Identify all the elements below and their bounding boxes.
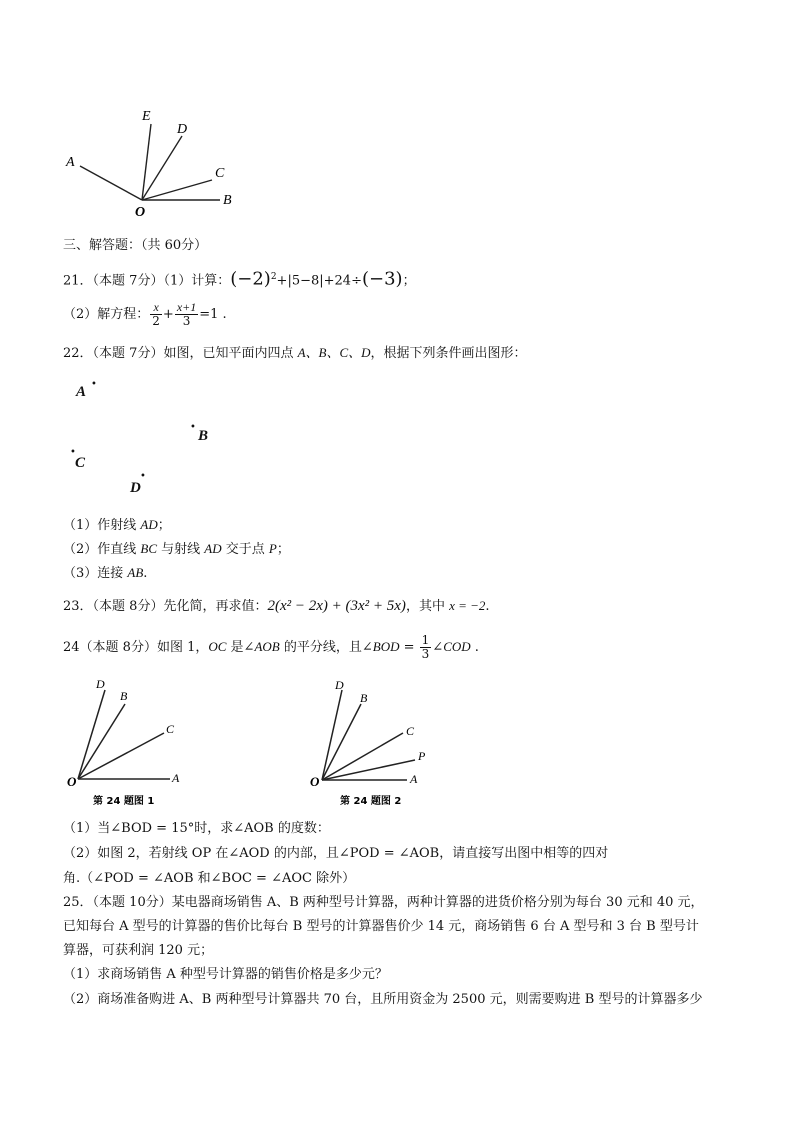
- q24-cod-angle: ∠: [432, 640, 444, 655]
- q21-part2: [63, 300, 227, 330]
- q24-head-a: 24（本题 8分）如图 1，: [63, 640, 209, 655]
- fig2-label-D: D: [335, 678, 344, 692]
- label-B: B: [223, 193, 232, 208]
- q22-s3a: （3）连接: [63, 566, 128, 581]
- q21-term1: (−2): [230, 268, 271, 290]
- point-A-label: A: [76, 384, 87, 400]
- q22-head-b: ，根据下列条件画出图形：: [370, 346, 527, 361]
- q22-head-a: 22．（本题 7分）如图，已知平面内四点: [63, 346, 298, 361]
- fig2-label-B: B: [360, 691, 368, 705]
- q25-line3: 算器，可获利润 120 元；: [63, 943, 214, 958]
- q22-s2b: BC: [140, 541, 158, 556]
- q24-oc: OC: [208, 639, 227, 654]
- q22-s1c: ；: [157, 518, 171, 533]
- q24-head-b: 是∠: [226, 640, 255, 655]
- fig1-ray-OD: [78, 690, 105, 779]
- q22-s2a: （2）作直线: [63, 542, 141, 557]
- label-O: O: [135, 205, 146, 220]
- q24-sub2-line2: 角.（∠POD = ∠AOB 和∠BOC = ∠AOC 除外）: [63, 871, 356, 886]
- fig2-caption: 第 24 题图 2: [340, 796, 402, 807]
- q22-head-pts: A、B、C、D: [297, 345, 371, 360]
- label-A: A: [66, 155, 75, 170]
- q24-eq: =: [399, 640, 419, 655]
- q22-s2e: 交于点: [221, 542, 269, 557]
- q21-frac1-den: 2: [152, 314, 160, 328]
- q22-s2g: ；: [276, 542, 290, 557]
- q23-tail-b: x = −2: [449, 598, 486, 613]
- q22-points-figure: [60, 370, 240, 500]
- q22-step3: [63, 564, 147, 583]
- q24-bod: BOD: [372, 639, 400, 654]
- q21-term2: (−3): [361, 268, 403, 290]
- fig1-ray-OB: [78, 704, 125, 779]
- label-E: E: [142, 109, 151, 124]
- q22-s2c: 与射线: [157, 542, 205, 557]
- point-D-dot: •: [140, 471, 146, 482]
- point-C-dot: •: [70, 447, 76, 458]
- q23: [63, 594, 490, 619]
- q23-tail-c: .: [485, 599, 490, 614]
- q21-frac1-num: x: [150, 301, 162, 315]
- q21-frac2-den: 3: [182, 314, 191, 328]
- q22-step2: [63, 540, 290, 559]
- q22-s1b: AD: [140, 517, 158, 532]
- q21-head: 21．（本题 7分）（1）计算：: [63, 273, 231, 289]
- q25-line1: 25．（本题 10分）某电器商场销售 A、B 两种型号计算器，两种计算器的进货价格分别为每台 30 元和 40 元，: [63, 895, 704, 910]
- q21-plus: +: [162, 307, 174, 322]
- figure-24-2: [305, 672, 445, 812]
- fig2-label-P: P: [418, 749, 426, 763]
- q24-aob: AOB: [254, 639, 280, 654]
- q21-exponent: 2: [270, 272, 277, 282]
- q24-head-c: 的平分线，且∠: [279, 640, 373, 655]
- fig1-label-A: A: [172, 771, 180, 785]
- fig2-label-O: O: [310, 774, 320, 789]
- q22-step1: [63, 516, 171, 535]
- fig2-label-A: A: [410, 772, 418, 786]
- q22-head: [63, 344, 527, 363]
- q24-head: [63, 632, 479, 663]
- label-D: D: [177, 122, 188, 137]
- ray-OA: [80, 166, 142, 200]
- q21-frac2-num: x+1: [176, 300, 197, 314]
- q25-line2: 已知每台 A 型号的计算器的售价比每台 B 型号的计算器售价少 14 元，商场销售 6 台 A 型号和 3 台 B 型号计: [63, 919, 699, 934]
- q21-semi: ；: [402, 273, 416, 289]
- q24-end: .: [470, 640, 479, 655]
- q22-s3c: .: [143, 566, 148, 581]
- point-C-label: C: [75, 455, 86, 471]
- q21-p2-label: （2）解方程：: [63, 307, 150, 322]
- point-A-dot: •: [91, 379, 97, 390]
- q23-tail-a: ，其中: [405, 599, 450, 614]
- point-D-label: D: [130, 480, 141, 496]
- q24-sub2-line1: （2）如图 2，若射线 OP 在∠AOD 的内部，且∠POD = ∠AOB，请直接写出图中相等的四对: [63, 846, 609, 861]
- q22-s3b: AB: [127, 565, 144, 580]
- figure-24-1: [60, 672, 200, 812]
- q22-s2f: P: [268, 541, 277, 556]
- fig1-label-O: O: [67, 774, 77, 789]
- q21-mid: +|5−8|+24÷: [276, 273, 362, 289]
- q25-sub2: （2）商场准备购进 A、B 两种型号计算器共 70 台，且所用资金为 2500 元，则需要购进 B 型号的计算器多少: [63, 992, 703, 1007]
- q21-eq-rest: =1 .: [199, 307, 227, 322]
- fig1-ray-OC: [78, 733, 164, 779]
- q24-sub1: （1）当∠BOD = 15°时，求∠AOB 的度数：: [63, 821, 330, 836]
- q23-expr: 2(x² − 2x) + (3x² + 5x): [267, 598, 406, 614]
- section-title: 三、解答题：（共 60分）: [63, 238, 208, 253]
- q24-frac-num: 1: [421, 633, 430, 647]
- point-B-dot: •: [190, 422, 196, 433]
- q24-frac-den: 3: [421, 647, 430, 661]
- fig1-label-B: B: [120, 689, 128, 703]
- q24-cod: COD: [443, 639, 471, 654]
- q22-s2d: AD: [204, 541, 222, 556]
- q21-part1: [63, 268, 416, 290]
- point-B-label: B: [198, 428, 209, 444]
- fig2-ray-OP: [322, 760, 415, 780]
- fig1-caption: 第 24 题图 1: [93, 796, 155, 807]
- q22-s1a: （1）作射线: [63, 518, 141, 533]
- fig1-label-D: D: [96, 677, 105, 691]
- label-C: C: [215, 166, 225, 181]
- q25-sub1: （1）求商场销售 A 种型号计算器的销售价格是多少元？: [63, 967, 388, 982]
- fig2-ray-OD: [322, 690, 342, 780]
- fig1-label-C: C: [166, 722, 175, 736]
- fig2-label-C: C: [406, 724, 415, 738]
- figure-rays-top: [60, 100, 250, 225]
- q23-head: 23．（本题 8分）先化简，再求值：: [63, 599, 268, 614]
